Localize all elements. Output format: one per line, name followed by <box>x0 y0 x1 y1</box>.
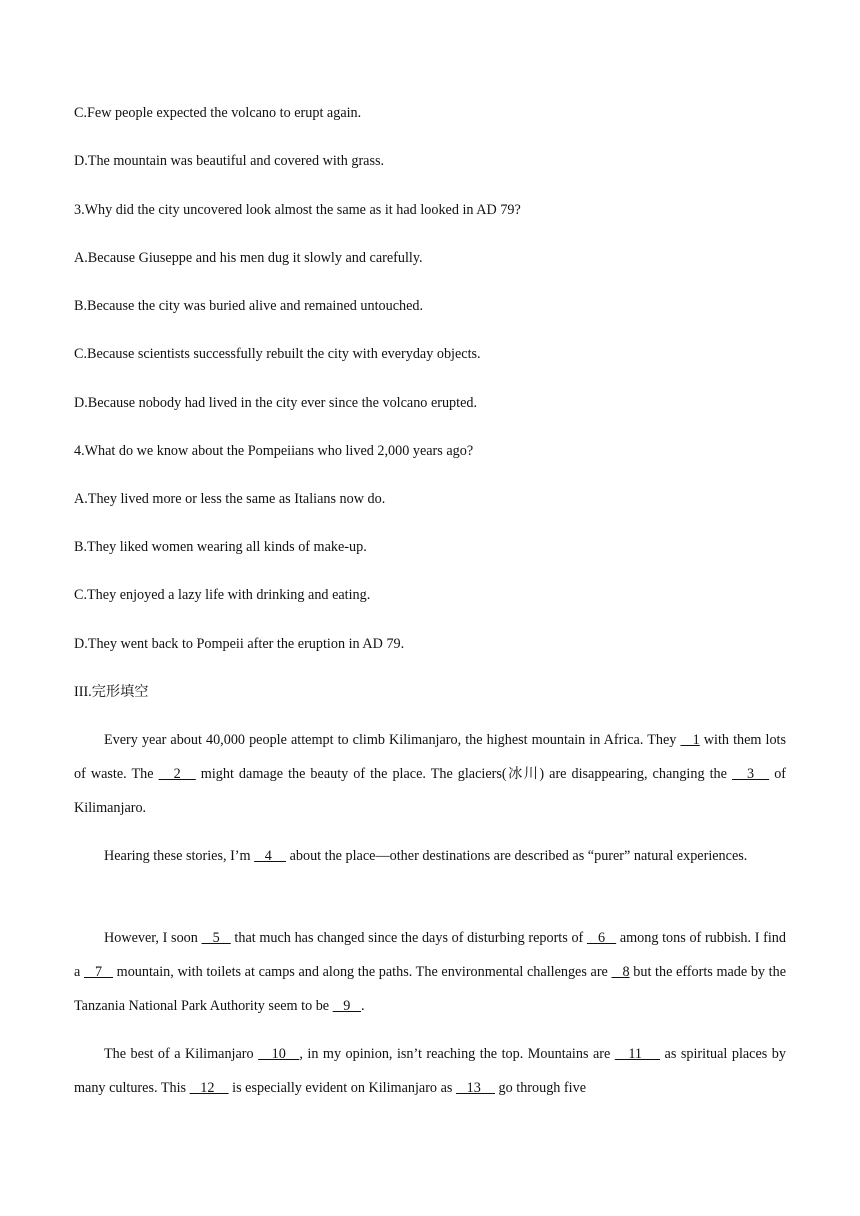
cloze-text: . <box>361 998 365 1014</box>
q3-option-b: B.Because the city was buried alive and remained untouched. <box>74 298 424 314</box>
q4-option-d: D.They went back to Pompeii after the eruption in AD 79. <box>74 636 405 652</box>
cloze-blank-2: 2 <box>158 766 196 782</box>
cloze-text: Every year about 40,000 people attempt to climb Kilimanjaro, the highest mountain in Africa. They <box>104 732 681 748</box>
cloze-text: among tons of rubbish. I find a <box>74 930 786 980</box>
q4-option-a: A.They lived more or less the same as Italians now do. <box>74 491 386 507</box>
cloze-text: mountain, with toilets at camps and along the paths. The environmental challenges are <box>113 964 612 980</box>
cloze-paragraph-3 <box>74 921 786 1023</box>
cloze-blank-12: 12 <box>189 1080 229 1096</box>
cloze-text: with them lots of waste. The <box>74 732 787 782</box>
cloze-text: but the efforts made by the Tanzania National Park Authority seem to be <box>74 964 787 1014</box>
cloze-text: Hearing these stories, I’m <box>104 848 255 864</box>
cloze-blank-3: 3 <box>731 766 770 782</box>
q3-option-d: D.Because nobody had lived in the city ever since the volcano erupted. <box>74 395 478 411</box>
cloze-blank-1: 1 <box>680 732 700 748</box>
section-title: III.完形填空 <box>74 684 149 700</box>
cloze-text: that much has changed since the days of disturbing reports of <box>230 930 587 946</box>
cloze-text: about the place—other destinations are described as “purer” natural experiences. <box>286 848 748 864</box>
q3-option-a: A.Because Giuseppe and his men dug it slowly and carefully. <box>74 250 423 266</box>
cloze-blank-4: 4 <box>254 848 287 864</box>
cloze-text: go through five <box>494 1080 586 1096</box>
cloze-blank-10: 10 <box>258 1046 300 1062</box>
cloze-text: , in my opinion, isn’t reaching the top. Mountains are <box>299 1046 615 1062</box>
q3-question: 3.Why did the city uncovered look almost the same as it had looked in AD 79? <box>74 202 521 218</box>
cloze-paragraph-1 <box>74 723 786 825</box>
q2-option-d: D.The mountain was beautiful and covered with grass. <box>74 153 385 169</box>
cloze-text: is especially evident on Kilimanjaro as <box>228 1080 456 1096</box>
cloze-blank-8: 8 <box>611 964 630 980</box>
q3-option-c: C.Because scientists successfully rebuilt the city with everyday objects. <box>74 346 481 362</box>
cloze-blank-11: 11 <box>614 1046 661 1062</box>
cloze-paragraph-2 <box>74 839 786 873</box>
cloze-blank-6: 6 <box>586 930 617 946</box>
cloze-blank-13: 13 <box>455 1080 495 1096</box>
cloze-blank-9: 9 <box>332 998 362 1014</box>
cloze-text: However, I soon <box>104 930 202 946</box>
q4-question: 4.What do we know about the Pompeiians who lived 2,000 years ago? <box>74 443 474 459</box>
cloze-blank-5: 5 <box>201 930 231 946</box>
cloze-text: of Kilimanjaro. <box>74 766 787 816</box>
q4-option-c: C.They enjoyed a lazy life with drinking and eating. <box>74 587 371 603</box>
q4-option-b: B.They liked women wearing all kinds of make-up. <box>74 539 367 555</box>
cloze-text: as spiritual places by many cultures. This <box>74 1046 786 1096</box>
cloze-paragraph-4 <box>74 1037 786 1105</box>
cloze-text: might damage the beauty of the place. The glaciers(冰川) are disappearing, changing the <box>195 766 732 782</box>
cloze-text: The best of a Kilimanjaro <box>104 1046 259 1062</box>
cloze-blank-7: 7 <box>83 964 114 980</box>
q2-option-c: C.Few people expected the volcano to erupt again. <box>74 105 362 121</box>
